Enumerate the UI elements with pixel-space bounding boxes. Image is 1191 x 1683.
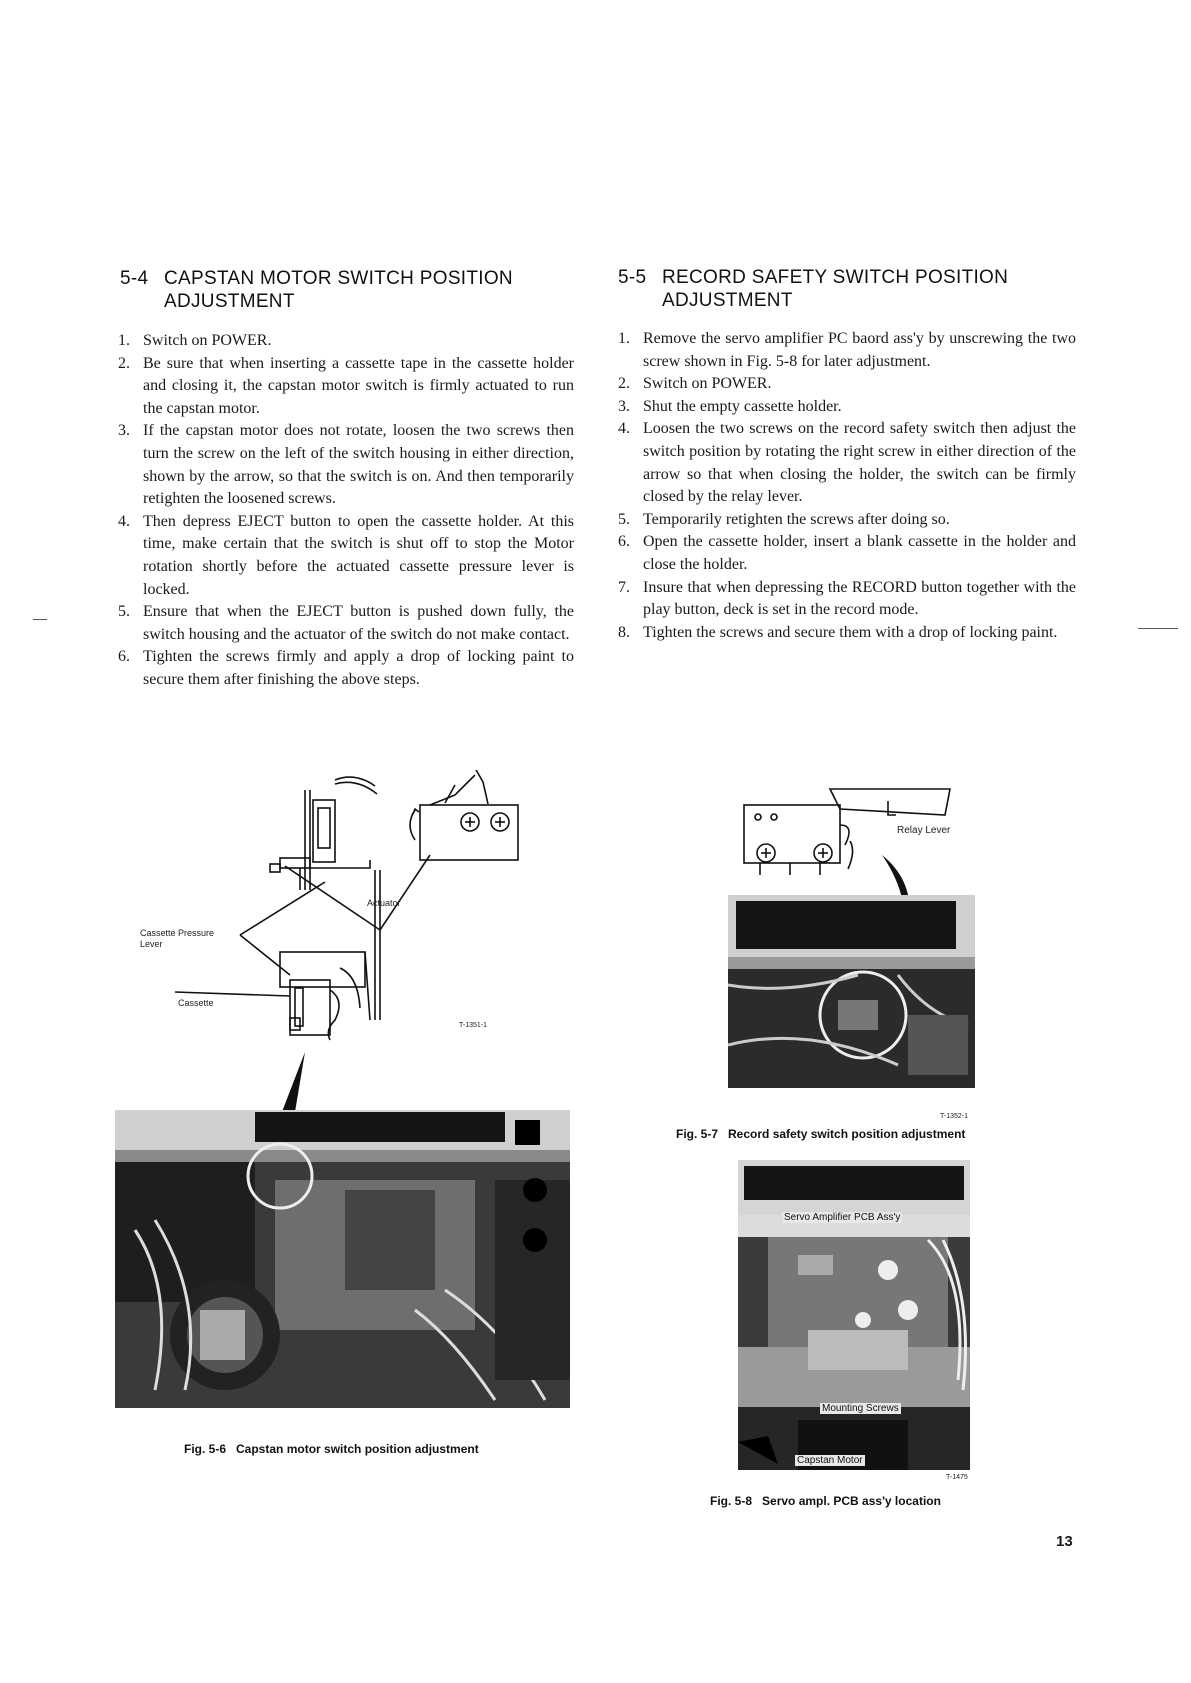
fig-5-8-photo	[738, 1160, 970, 1470]
step-text: Temporarily retighten the screws after doing so.	[643, 510, 950, 528]
cassette-pressure-label-2: Lever	[140, 939, 163, 949]
fig-5-6-ref: T-1351-1	[459, 1022, 488, 1029]
figure-caption-text: Record safety switch position adjustment	[728, 1127, 966, 1141]
section-title-line1: CAPSTAN MOTOR SWITCH POSITION	[164, 268, 513, 289]
section-title-line2: ADJUSTMENT	[164, 291, 295, 312]
step-item	[618, 373, 1076, 396]
step-text: If the capstan motor does not rotate, loosen the two screws then turn the screw on the left of the switch housing in either direction, shown by the arrow, so that the switch is on. And then temporarily retighten the loosened screws.	[143, 422, 574, 508]
step-text: Open the cassette holder, insert a blank cassette in the holder and close the holder.	[643, 533, 1076, 573]
margin-rule	[33, 619, 47, 620]
step-number: 6.	[118, 648, 130, 666]
step-text: Remove the servo amplifier PC baord ass'y by unscrewing the two screw shown in Fig. 5-8 for later adjustment.	[643, 330, 1076, 370]
step-item	[118, 420, 574, 510]
step-item	[118, 353, 574, 421]
fig-5-8-ref: T-1475	[946, 1474, 968, 1481]
section-5-4-steps	[118, 330, 574, 692]
step-number: 4.	[618, 420, 630, 438]
section-5-5-steps	[618, 328, 1076, 644]
step-number: 4.	[118, 512, 130, 530]
step-item	[618, 396, 1076, 419]
fig-5-7-caption	[676, 1127, 965, 1141]
section-title-line2: ADJUSTMENT	[662, 290, 793, 311]
step-item	[618, 509, 1076, 532]
step-number: 1.	[118, 332, 130, 349]
step-number: 5.	[618, 510, 630, 528]
fig-5-6-diagram	[130, 770, 550, 1050]
step-item	[618, 418, 1076, 508]
step-item	[118, 646, 574, 691]
margin-rule	[1138, 628, 1178, 629]
step-number: 6.	[618, 533, 630, 551]
capstan-motor-label: Capstan Motor	[797, 1455, 863, 1466]
step-text: Tighten the screws firmly and apply a drop of locking paint to secure them after finishing the above steps.	[143, 648, 574, 688]
figure-number: Fig. 5-8	[710, 1494, 753, 1508]
step-text: Switch on POWER.	[643, 375, 772, 393]
step-number: 2.	[618, 375, 630, 393]
step-text: Insure that when depressing the RECORD button together with the play button, deck is set in the record mode.	[643, 578, 1076, 619]
step-number: 3.	[118, 422, 130, 440]
step-text: Loosen the two screws on the record safety switch then adjust the switch position by rotating the right screw in either direction of the arrow so that when closing the holder, the switch can be firmly closed by the relay lever.	[643, 420, 1076, 506]
section-number: 5-4	[120, 268, 149, 289]
step-number: 2.	[118, 354, 130, 372]
step-text: Ensure that when the EJECT button is pushed down fully, the switch housing and the actuator of the switch do not make contact.	[143, 603, 574, 643]
cassette-label: Cassette	[178, 998, 214, 1008]
actuator-label: Actuator	[367, 898, 401, 908]
section-title-line1: RECORD SAFETY SWITCH POSITION	[662, 267, 1009, 288]
step-text: Then depress EJECT button to open the cassette holder. At this time, make certain that the switch is shut off to stop the Motor rotation shortly before the actuated cassette pressure lever is locked.	[143, 512, 574, 598]
step-number: 7.	[618, 578, 630, 596]
step-number: 8.	[618, 623, 630, 641]
step-text: Shut the empty cassette holder.	[643, 397, 842, 415]
section-number: 5-5	[618, 267, 647, 288]
fig-5-8-caption	[710, 1494, 941, 1508]
figure-number: Fig. 5-6	[184, 1442, 227, 1456]
step-text: Tighten the screws and secure them with a drop of locking paint.	[643, 623, 1058, 641]
step-number: 5.	[118, 603, 130, 621]
step-number: 3.	[618, 397, 630, 415]
step-text: Switch on POWER.	[143, 332, 272, 349]
step-item	[618, 577, 1076, 622]
page-number: 13	[1056, 1533, 1073, 1550]
mounting-screws-label: Mounting Screws	[822, 1403, 899, 1414]
step-item	[618, 531, 1076, 576]
step-item	[618, 622, 1076, 645]
step-text: Be sure that when inserting a cassette tape in the cassette holder and closing it, the capstan motor switch is firmly actuated to run the capstan motor.	[143, 354, 574, 417]
fig-5-7-ref: T-1352-1	[940, 1113, 969, 1120]
cassette-pressure-label-1: Cassette Pressure	[140, 928, 215, 938]
step-number: 1.	[618, 330, 630, 347]
section-5-5-heading	[618, 266, 1088, 314]
figure-caption-text: Capstan motor switch position adjustment	[236, 1442, 479, 1456]
figure-number: Fig. 5-7	[676, 1127, 719, 1141]
figure-caption-text: Servo ampl. PCB ass'y location	[762, 1494, 941, 1508]
section-5-4-heading	[120, 267, 580, 315]
servo-pcb-label: Servo Amplifier PCB Ass'y	[784, 1212, 901, 1223]
fig-5-6-photo	[115, 1110, 570, 1408]
relay-lever-label: Relay Lever	[897, 825, 951, 836]
fig-5-6-caption	[184, 1442, 479, 1456]
step-item	[118, 511, 574, 601]
step-item	[118, 601, 574, 646]
fig-5-7-photo	[728, 895, 975, 1088]
step-item	[618, 328, 1076, 373]
step-item	[118, 330, 574, 353]
